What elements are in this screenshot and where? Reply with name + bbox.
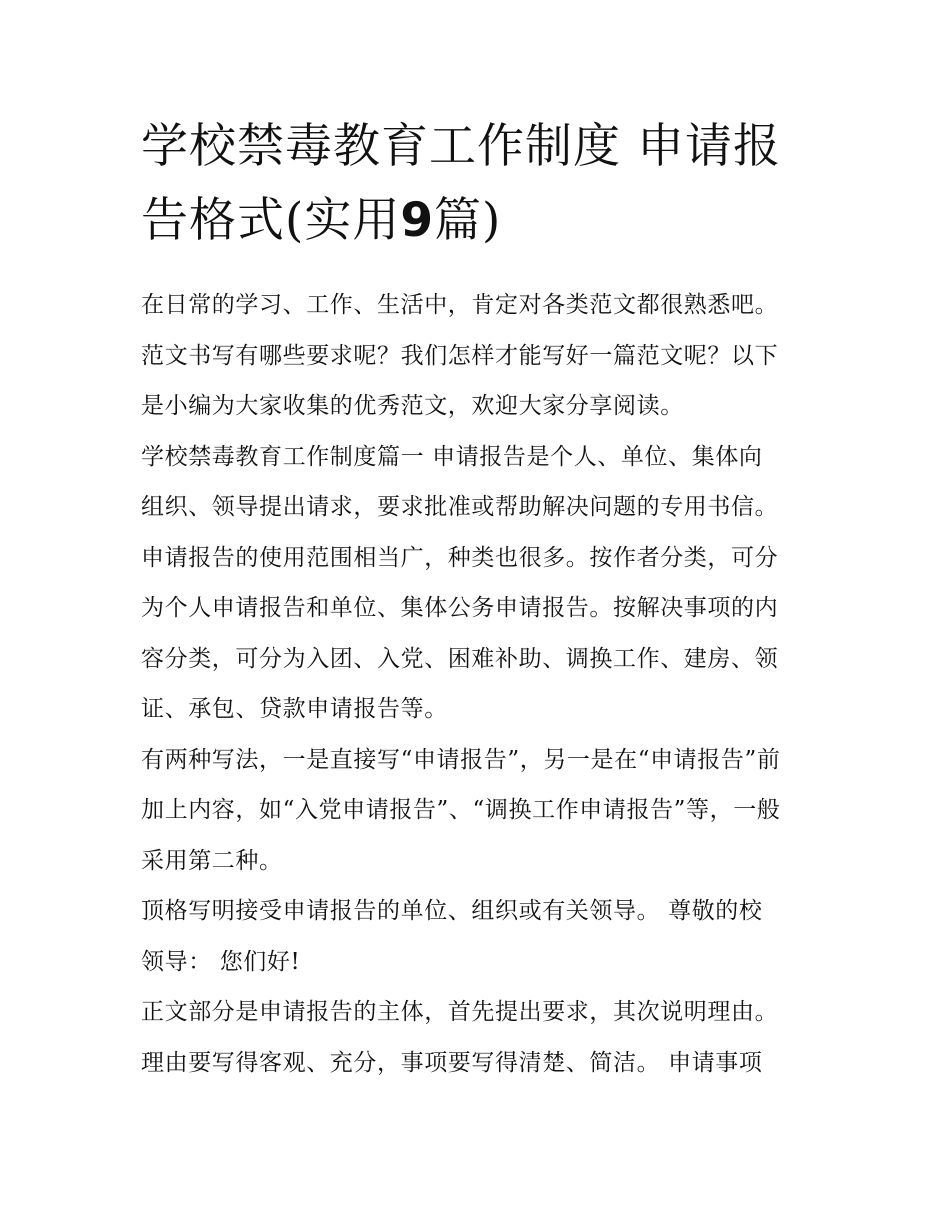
document-content (141, 110, 821, 1088)
paragraph-line: 在日常的学习、工作、生活中，肯定对各类范文都很熟悉吧。 (141, 292, 779, 318)
paragraph-line: 范文书写有哪些要求呢？我们怎样才能写好一篇范文呢？以下 (141, 342, 779, 369)
paragraph-intro (141, 280, 821, 432)
document-body (141, 280, 821, 1088)
paragraph-line: 学校禁毒教育工作制度篇一 申请报告是个人、单位、集体向 (141, 443, 763, 470)
document-title (141, 110, 821, 258)
paragraph-salutation (141, 886, 821, 987)
paragraph-line: 申请报告的使用范围相当广，种类也很多。按作者分类，可分 (141, 544, 779, 571)
paragraph-line: 领导： 您们好! (141, 948, 301, 975)
paragraph-line: 是小编为大家收集的优秀范文，欢迎大家分享阅读。 (141, 393, 684, 419)
paragraph-line: 证、承包、贷款申请报告等。 (141, 696, 448, 722)
paragraph-line: 理由要写得客观、充分，事项要写得清楚、简洁。 申请事项 (141, 1049, 763, 1076)
title-number: 9 (400, 193, 435, 248)
title-text-part1: 学校禁毒教育工作制度 申请报告格式(实用 (141, 119, 781, 248)
paragraph-title-format (141, 735, 821, 887)
paragraph-body-text (141, 987, 821, 1088)
paragraph-line: 正文部分是申请报告的主体，首先提出要求，其次说明理由。 (141, 999, 779, 1025)
paragraph-line: 组织、领导提出请求，要求批准或帮助解决问题的专用书信。 (141, 494, 779, 520)
paragraph-line: 采用第二种。 (141, 847, 283, 874)
paragraph-definition (141, 432, 821, 735)
paragraph-line: 为个人申请报告和单位、集体公务申请报告。按解决事项的内 (141, 595, 779, 621)
paragraph-line: 有两种写法，一是直接写“申请报告”，另一是在“申请报告”前 (141, 746, 781, 773)
paragraph-line: 加上内容，如“入党申请报告”、“调换工作申请报告”等，一般 (141, 797, 781, 823)
title-text-part2: 篇) (434, 193, 502, 248)
paragraph-line: 容分类，可分为入团、入党、困难补助、调换工作、建房、领 (141, 645, 779, 672)
paragraph-line: 顶格写明接受申请报告的单位、组织或有关领导。 尊敬的校 (141, 898, 763, 924)
